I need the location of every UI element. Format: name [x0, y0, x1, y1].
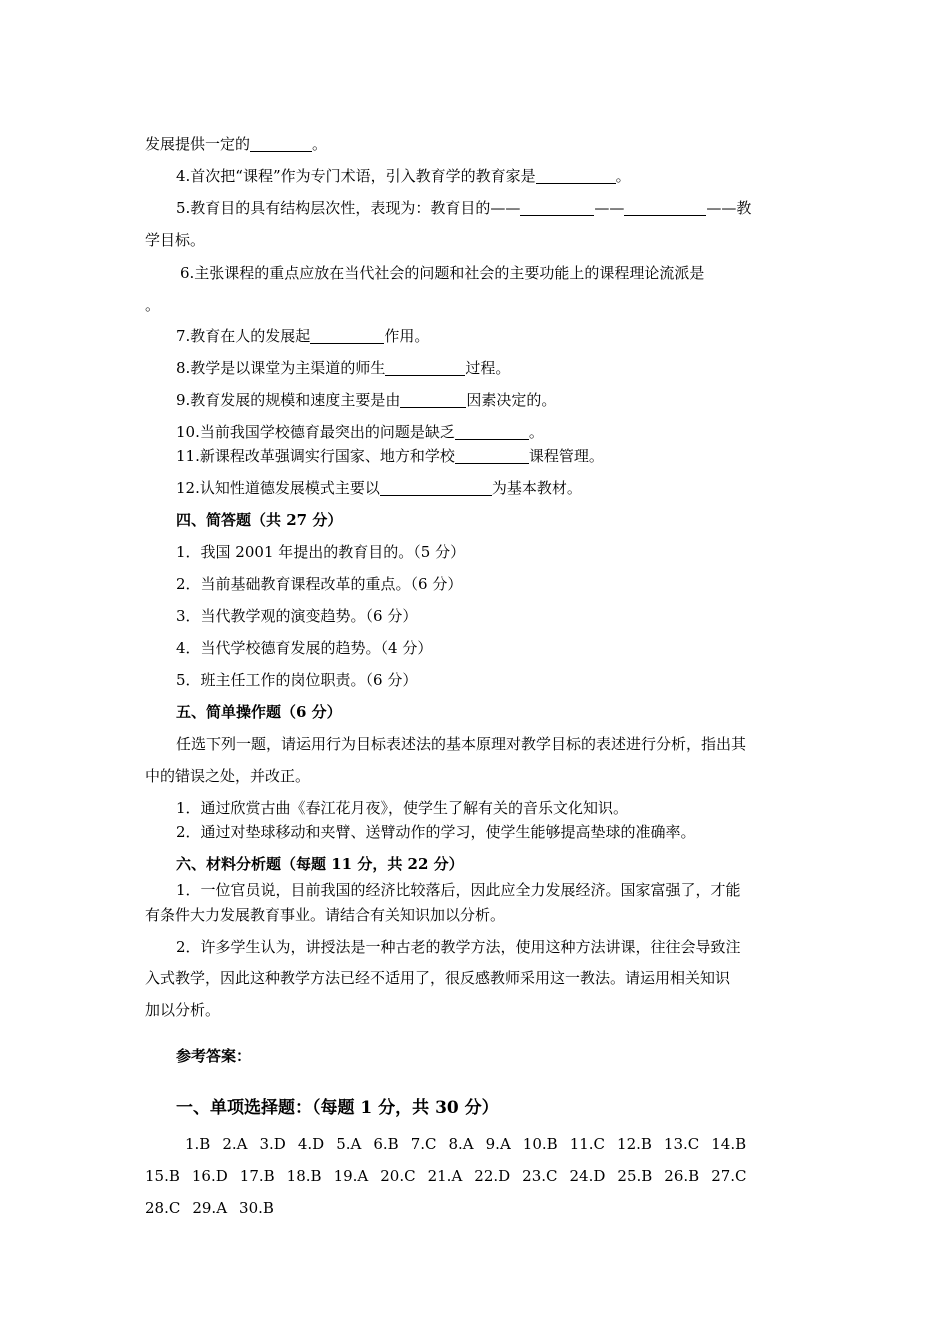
answer-item: 7.C: [410, 1135, 437, 1153]
answer-item: 16.D: [191, 1167, 228, 1185]
short-answer-item: 4．当代学校德育发展的趋势。（4 分）: [176, 639, 433, 657]
answer-item: 4.D: [297, 1135, 325, 1153]
answer-blank: [385, 360, 465, 376]
answer-item: 6.B: [373, 1135, 399, 1153]
fill-blank-3-cont: [145, 134, 810, 154]
blank-prefix: 4.首次把“课程”作为专门术语，引入教育学的教育家是: [176, 167, 536, 185]
fill-blank-5: [176, 198, 841, 218]
blank-prefix: 10.当前我国学校德育最突出的问题是缺乏: [176, 423, 455, 441]
blank-suffix: 。: [615, 167, 631, 185]
analysis-q2-cont2: 加以分析。: [145, 1001, 221, 1019]
reference-answers-title: 参考答案：: [176, 1047, 252, 1065]
answer-blank: [380, 480, 492, 496]
fill-blank-7: [176, 326, 841, 346]
answer-item: 28.C: [145, 1199, 181, 1217]
answer-row: [145, 1192, 815, 1224]
answer-blank: [250, 136, 312, 152]
blank-prefix: 6.主张课程的重点应放在当代社会的问题和社会的主要功能上的课程理论流派是: [180, 264, 705, 282]
section-5-intro: 任选下列一题，请运用行为目标表述法的基本原理对教学目标的表述进行分析，指出其: [176, 735, 747, 753]
fill-blank-11: [176, 446, 841, 466]
answer-blank: [624, 200, 706, 216]
answer-item: 15.B: [145, 1167, 180, 1185]
short-answer-item: 1．我国 2001 年提出的教育目的。（5 分）: [176, 543, 466, 561]
operation-item: 1．通过欣赏古曲《春江花月夜》，使学生了解有关的音乐文化知识。: [176, 799, 629, 817]
blank-prefix: 9.教育发展的规模和速度主要是由: [176, 391, 401, 409]
short-answer-item: 5．班主任工作的岗位职责。（6 分）: [176, 671, 418, 689]
blank-suffix: 作用。: [384, 327, 430, 345]
answer-row: [145, 1160, 815, 1192]
section-6-title: 六、材料分析题（每题 11 分，共 22 分）: [176, 855, 464, 873]
answer-item: 12.B: [617, 1135, 652, 1153]
fill-blank-6-cont: [145, 295, 810, 315]
answer-item: 27.C: [711, 1167, 747, 1185]
answer-key-items: [145, 1128, 815, 1224]
analysis-q1-cont: 有条件大力发展教育事业。请结合有关知识加以分析。: [145, 906, 506, 924]
answer-item: 13.C: [663, 1135, 700, 1153]
answer-blank: [400, 392, 466, 408]
blank-suffix: 过程。: [465, 359, 511, 377]
answer-item: 25.B: [617, 1167, 653, 1185]
fill-blank-4: [176, 166, 841, 186]
blank-prefix: 8.教学是以课堂为主渠道的师生: [176, 359, 386, 377]
operation-item: 2．通过对垫球移动和夹臂、送臂动作的学习，使学生能够提高垫球的准确率。: [176, 823, 696, 841]
answer-item: 14.B: [711, 1135, 747, 1153]
answer-blank: [455, 424, 529, 440]
analysis-q2-cont: 入式教学，因此这种教学方法已经不适用了，很反感教师采用这一教法。请运用相关知识: [145, 969, 731, 987]
answer-key-list: [145, 1128, 815, 1224]
answer-blank: [310, 328, 384, 344]
blank-continuation: 。: [145, 296, 161, 314]
fill-blank-5-cont: [145, 230, 810, 250]
fill-blank-6: [180, 263, 845, 283]
answer-item: 1.B: [185, 1135, 211, 1153]
section-5-title: 五、简单操作题（6 分）: [176, 703, 342, 721]
section-5-intro-cont: 中的错误之处，并改正。: [145, 767, 311, 785]
answers-section-1-title: 一、单项选择题：（每题 1 分，共 30 分）: [176, 1098, 499, 1118]
blank-suffix: 课程管理。: [528, 447, 604, 465]
analysis-q2: 2．许多学生认为，讲授法是一种古老的教学方法，使用这种方法讲课，往往会导致注: [176, 938, 741, 956]
answer-item: 30.B: [239, 1199, 274, 1217]
answer-item: 23.C: [522, 1167, 558, 1185]
answer-item: 20.C: [380, 1167, 416, 1185]
answer-item: 24.D: [569, 1167, 606, 1185]
answer-item: 29.A: [192, 1199, 228, 1217]
blank-prefix: 12.认知性道德发展模式主要以: [176, 479, 380, 497]
blank-suffix: 。: [528, 423, 544, 441]
analysis-q1: 1．一位官员说，目前我国的经济比较落后，因此应全力发展经济。国家富强了，才能: [176, 881, 741, 899]
answer-item: 18.B: [286, 1167, 322, 1185]
blank-suffix: 为基本教材。: [491, 479, 582, 497]
answer-item: 21.A: [427, 1167, 463, 1185]
fill-blank-10: [176, 422, 841, 442]
answer-item: 17.B: [239, 1167, 275, 1185]
blank-mid: ——: [594, 199, 625, 217]
section-4-title: 四、简答题（共 27 分）: [176, 511, 343, 529]
blank-prefix: 7.教育在人的发展起: [176, 327, 311, 345]
blank-prefix: 发展提供一定的: [145, 135, 251, 153]
answer-item: 8.A: [448, 1135, 474, 1153]
answer-row: [145, 1128, 815, 1160]
answer-item: 5.A: [336, 1135, 362, 1153]
answer-item: 9.A: [485, 1135, 511, 1153]
blank-prefix: 11.新课程改革强调实行国家、地方和学校: [176, 447, 455, 465]
answer-item: 3.D: [259, 1135, 286, 1153]
answer-item: 11.C: [569, 1135, 606, 1153]
blank-continuation: 学目标。: [145, 231, 206, 249]
short-answer-item: 3．当代教学观的演变趋势。（6 分）: [176, 607, 418, 625]
answer-item: 10.B: [522, 1135, 558, 1153]
answer-blank: [455, 448, 529, 464]
fill-blank-8: [176, 358, 841, 378]
fill-blank-12: [176, 478, 841, 498]
blank-suffix: ——教: [706, 199, 752, 217]
answer-item: 22.D: [474, 1167, 511, 1185]
answer-blank: [536, 168, 616, 184]
blank-suffix: 。: [312, 135, 328, 153]
short-answer-item: 2．当前基础教育课程改革的重点。（6 分）: [176, 575, 463, 593]
answer-item: 26.B: [664, 1167, 700, 1185]
blank-prefix: 5.教育目的具有结构层次性，表现为：教育目的——: [176, 199, 521, 217]
blank-suffix: 因素决定的。: [466, 391, 557, 409]
fill-blank-9: [176, 390, 841, 410]
answer-blank: [520, 200, 594, 216]
answer-item: 2.A: [222, 1135, 248, 1153]
answer-item: 19.A: [333, 1167, 369, 1185]
